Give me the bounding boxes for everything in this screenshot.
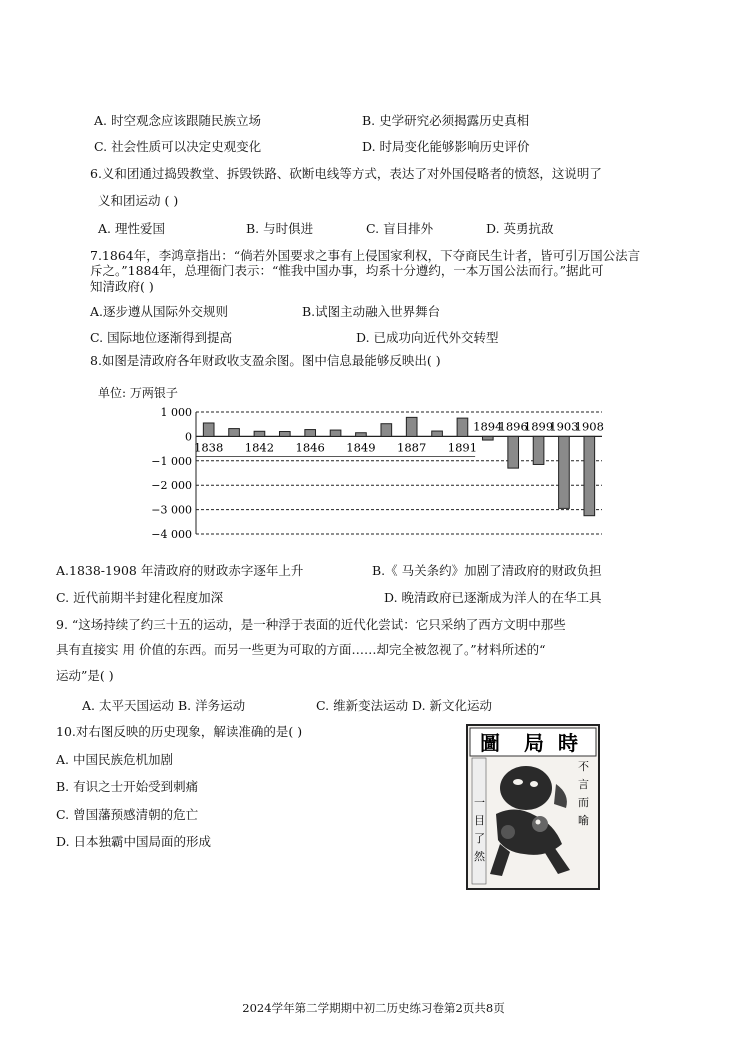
y-tick-label: −1 000 [151, 454, 192, 468]
chart-bar [279, 432, 290, 437]
fiscal-surplus-chart [150, 400, 620, 545]
x-year-label: 1903 [549, 419, 579, 434]
cartoon-left-char-2: 目 [474, 814, 485, 827]
q6-option-c: C. 盲目排外 [366, 221, 434, 236]
q9-stem-line2: 具有直接实 用 价值的东西。而另一些更为可取的方面……却完全被忽视了。”材料所述的“ [56, 642, 546, 657]
q9-stem-line1: 9. “这场持续了约三十五的运动，是一种浮于表面的近代化尝试：它只采纳了西方文明中那些 [56, 617, 566, 632]
q7-option-a: A.逐步遵从国际外交规则 [90, 304, 229, 319]
q7-stem-line2: 斥之。”1884年，总理衙门表示：“惟我中国办事，均系十分遵约，一本万国公法而行。”据此可 [90, 263, 604, 278]
q5-option-b: B. 史学研究必须揭露历史真相 [362, 113, 530, 128]
shiju-tu-cartoon [466, 724, 600, 890]
x-year-label: 1896 [498, 419, 528, 434]
q8-option-b: B.《 马关条约》加剧了清政府的财政负担 [372, 563, 602, 578]
y-tick-label: 0 [185, 430, 192, 444]
chart-bar [381, 424, 392, 437]
chart-bar [356, 433, 367, 437]
q7-stem-line1: 7.1864年，李鸿章指出：“倘若外国要求之事有上侵国家利权，下夺商民生计者，皆可引万国公法言 [90, 248, 641, 263]
q6-stem-line2: 义和团运动 ( ) [98, 193, 179, 208]
q9-stem-line3: 运动”是( ) [56, 668, 114, 683]
q8-stem: 8.如图是清政府各年财政收支盈余图。图中信息最能够反映出( ) [90, 353, 441, 368]
page-footer: 2024学年第二学期期中初二历史练习卷第2页共8页 [242, 1001, 505, 1015]
y-tick-label: −2 000 [151, 479, 192, 493]
chart-unit-label: 单位: 万两银子 [98, 386, 178, 400]
q6-option-a: A. 理性爱国 [98, 221, 165, 236]
chart-bar [482, 436, 493, 440]
x-year-label: 1849 [346, 440, 376, 455]
cartoon-title-char-3: 時 [558, 731, 578, 755]
q7-option-c: C. 国际地位逐渐得到提高 [90, 330, 233, 345]
x-year-label: 1894 [473, 419, 503, 434]
q8-option-a: A.1838-1908 年清政府的财政赤字逐年上升 [56, 563, 304, 578]
x-year-label: 1887 [397, 440, 427, 455]
q5-option-c: C. 社会性质可以决定史观变化 [94, 139, 262, 154]
x-year-label: 1838 [194, 440, 224, 455]
cartoon-left-char-1: 一 [474, 796, 485, 809]
chart-bar [330, 430, 341, 436]
x-year-label: 1842 [244, 440, 275, 455]
q7-stem-line3: 知清政府( ) [90, 279, 154, 294]
q10-option-d: D. 日本独霸中国局面的形成 [56, 834, 212, 849]
cartoon-side-char-2: 言 [578, 778, 589, 791]
chart-bar [457, 418, 468, 436]
x-year-label: 1899 [523, 419, 554, 434]
q10-option-a: A. 中国民族危机加剧 [56, 752, 173, 767]
chart-bar [203, 423, 214, 436]
q5-option-d: D. 时局变化能够影响历史评价 [362, 139, 530, 154]
cartoon-title-char-2: 局 [524, 731, 544, 755]
chart-bar [533, 436, 544, 464]
chart-bar [559, 436, 570, 508]
x-year-label: 1908 [574, 419, 604, 434]
chart-bar [508, 436, 519, 468]
chart-bar [305, 430, 316, 437]
q5-option-a: A. 时空观念应该跟随民族立场 [94, 113, 261, 128]
y-tick-label: 1 000 [160, 406, 192, 419]
cartoon-side-char-1: 不 [578, 760, 589, 773]
y-tick-label: −3 000 [151, 503, 192, 517]
q9-option-cd: C. 维新变法运动 D. 新文化运动 [316, 698, 493, 713]
q10-option-c: C. 曾国藩预感清朝的危亡 [56, 807, 199, 822]
x-year-label: 1891 [447, 440, 478, 455]
q7-option-d: D. 已成功向近代外交转型 [356, 330, 499, 345]
chart-bar [432, 431, 443, 436]
q8-option-d: D. 晚清政府已逐渐成为洋人的在华工具 [384, 590, 602, 605]
q6-option-d: D. 英勇抗敌 [486, 221, 554, 236]
chart-bar [406, 417, 417, 436]
q10-option-b: B. 有识之士开始受到刺痛 [56, 779, 199, 794]
q6-option-b: B. 与时俱进 [246, 221, 314, 236]
x-year-label: 1846 [295, 440, 325, 455]
chart-bar [584, 436, 595, 515]
cartoon-left-char-3: 了 [474, 832, 485, 845]
cartoon-title-char-1: 圖 [480, 731, 500, 755]
chart-bar [229, 429, 240, 437]
q10-stem: 10.对右图反映的历史现象，解读准确的是( ) [56, 724, 303, 739]
cartoon-left-char-4: 然 [474, 850, 485, 863]
q7-option-b: B.试图主动融入世界舞台 [302, 304, 441, 319]
y-tick-label: −4 000 [151, 528, 192, 541]
cartoon-side-char-3: 而 [578, 796, 589, 809]
q6-stem-line1: 6.义和团通过捣毁教堂、拆毁铁路、砍断电线等方式，表达了对外国侵略者的愤怒，这说明了 [90, 166, 602, 181]
q9-option-ab: A. 太平天国运动 B. 洋务运动 [82, 698, 246, 713]
q8-option-c: C. 近代前期半封建化程度加深 [56, 590, 224, 605]
chart-bar [254, 431, 265, 436]
cartoon-side-char-4: 喻 [578, 814, 589, 827]
